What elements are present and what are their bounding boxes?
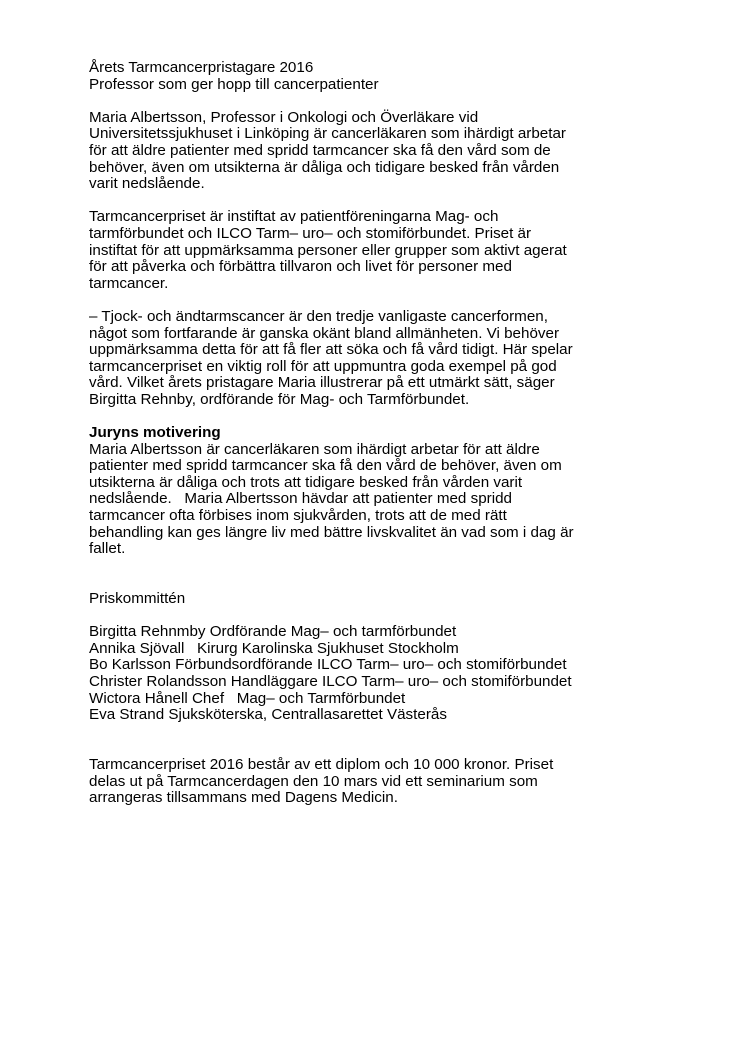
paragraph-line: Maria Albertsson, Professor i Onkologi och Överläkare vid xyxy=(89,108,479,126)
spacer xyxy=(89,608,669,625)
spacer xyxy=(89,193,669,210)
paragraph-line: instiftat för att uppmärksamma personer eller grupper som aktivt agerat xyxy=(89,241,567,259)
spacer xyxy=(89,724,669,757)
spacer xyxy=(89,93,669,110)
prize-description-paragraph xyxy=(89,209,669,292)
paragraph-line: Tarmcancerpriset 2016 består av ett diplom och 10 000 kronor. Priset xyxy=(89,755,554,773)
paragraph-line: – Tjock- och ändtarmscancer är den tredje vanligaste cancerformen, xyxy=(89,307,548,325)
paragraph-line: tarmcancerpriset en viktig roll för att uppmuntra goda exempel på god xyxy=(89,357,557,375)
closing-paragraph xyxy=(89,757,669,807)
document-title: Årets Tarmcancerpristagare 2016 xyxy=(89,59,314,76)
jury-line: utsikterna är dåliga och trots att tidigare besked från vården varit xyxy=(89,473,523,491)
paragraph-line: delas ut på Tarmcancerdagen den 10 mars vid ett seminarium som xyxy=(89,772,538,790)
paragraph-line: vård. Vilket årets pristagare Maria illustrerar på ett utmärkt sätt, säger xyxy=(89,374,555,392)
committee-member: Annika Sjövall Kirurg Karolinska Sjukhuset Stockholm xyxy=(89,639,459,657)
jury-line: behandling kan ges längre liv med bättre livskvalitet än vad som i dag är xyxy=(89,523,574,541)
paragraph-line: Universitetssjukhuset i Linköping är cancerläkaren som ihärdigt arbetar xyxy=(89,125,566,143)
paragraph-line: tarmcancer. xyxy=(89,274,169,292)
committee-member: Birgitta Rehnmby Ordförande Mag– och tarmförbundet xyxy=(89,623,457,641)
committee-member: Eva Strand Sjuksköterska, Centrallasarettet Västerås xyxy=(89,706,447,724)
quote-paragraph xyxy=(89,309,669,409)
paragraph-line: behöver, även om utsikterna är dåliga och tidigare besked från vården xyxy=(89,158,560,176)
paragraph-line: arrangeras tillsammans med Dagens Medicin. xyxy=(89,789,398,807)
paragraph-line: uppmärksamma detta för att få fler att söka och få vård tidigt. Här spelar xyxy=(89,341,573,359)
paragraph-line: tarmförbundet och ILCO Tarm– uro– och stomiförbundet. Priset är xyxy=(89,224,532,242)
intro-paragraph xyxy=(89,110,669,193)
committee-member: Wictora Hånell Chef Mag– och Tarmförbundet xyxy=(89,689,406,707)
committee-member: Bo Karlsson Förbundsordförande ILCO Tarm– uro– och stomiförbundet xyxy=(89,656,567,674)
paragraph-line: för att påverka och förbättra tillvaron och livet för personer med xyxy=(89,258,512,276)
spacer xyxy=(89,558,669,591)
jury-line: tarmcancer ofta förbises inom sjukvården, trots att de med rätt xyxy=(89,507,507,525)
paragraph-line: för att äldre patienter med spridd tarmcancer ska få den vård som de xyxy=(89,141,551,159)
paragraph-line: varit nedslående. xyxy=(89,175,205,193)
committee-heading: Priskommittén xyxy=(89,590,186,607)
committee-section xyxy=(89,591,669,724)
jury-line: Maria Albertsson är cancerläkaren som ihärdigt arbetar för att äldre xyxy=(89,440,540,458)
jury-heading: Juryns motivering xyxy=(89,424,221,442)
jury-line: patienter med spridd tarmcancer ska få den vård de behöver, även om xyxy=(89,457,562,475)
document-subtitle: Professor som ger hopp till cancerpatienter xyxy=(89,75,379,93)
jury-line: nedslående. Maria Albertsson hävdar att patienter med spridd xyxy=(89,490,512,508)
jury-line: fallet. xyxy=(89,540,126,558)
spacer xyxy=(89,408,669,425)
spacer xyxy=(89,292,669,309)
jury-section xyxy=(89,425,669,558)
paragraph-line: Tarmcancerpriset är instiftat av patientföreningarna Mag- och xyxy=(89,208,499,226)
paragraph-line: något som fortfarande är ganska okänt bland allmänheten. Vi behöver xyxy=(89,324,559,342)
document-page xyxy=(89,60,669,807)
committee-member: Christer Rolandsson Handläggare ILCO Tarm– uro– och stomiförbundet xyxy=(89,672,572,690)
paragraph-line: Birgitta Rehnby, ordförande för Mag- och Tarmförbundet. xyxy=(89,390,470,408)
